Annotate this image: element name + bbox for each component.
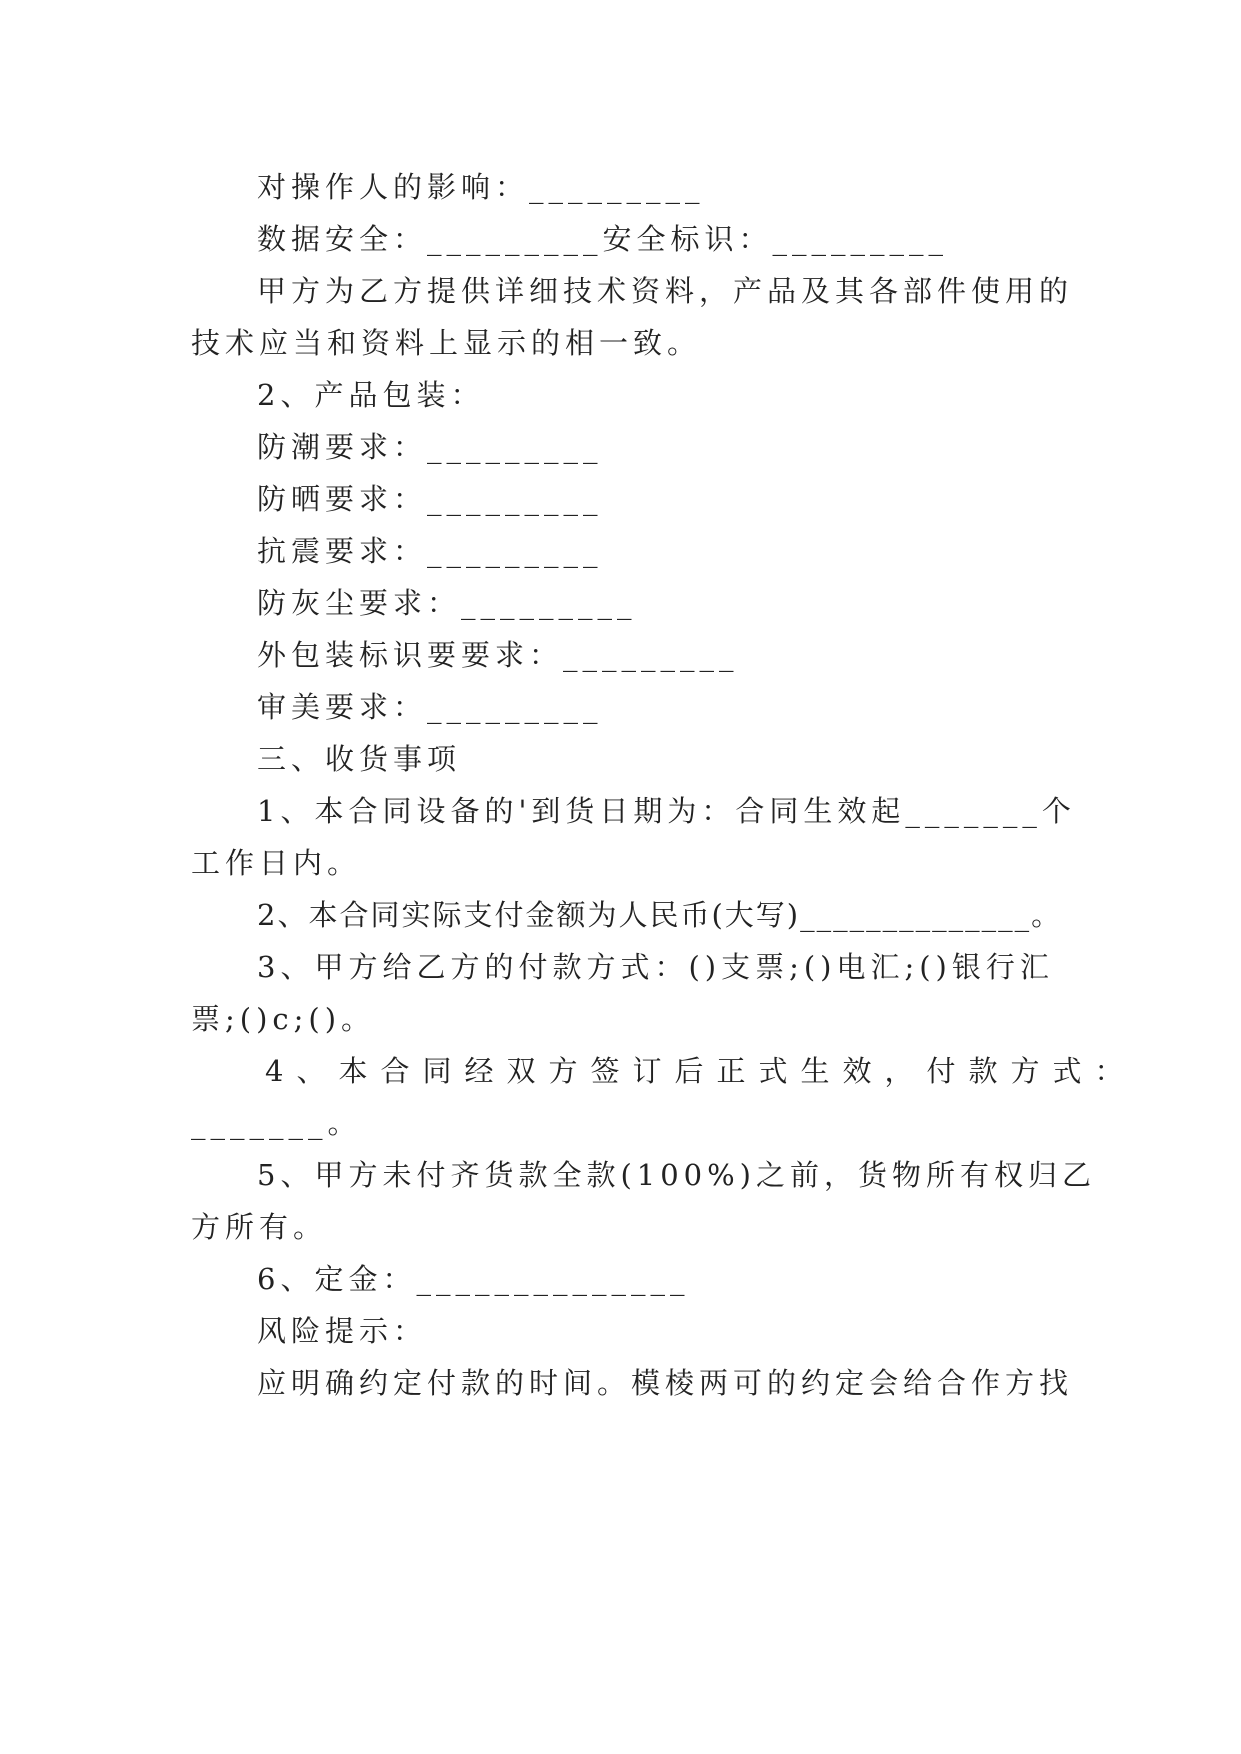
section-heading-receipt: 三、收货事项 [257, 742, 462, 776]
text-line-aesthetic: 审美要求：_________ [257, 690, 603, 724]
section-heading-packaging: 2、产品包装： [257, 378, 485, 412]
text-line-payment-method-cont: 票;()c;()。 [191, 1002, 376, 1036]
text-line-data-security: 数据安全：_________安全标识：_________ [257, 222, 949, 256]
text-line-moisture: 防潮要求：_________ [257, 430, 603, 464]
text-line-outer-label: 外包装标识要要求：_________ [257, 638, 739, 672]
text-line-risk-body: 应明确约定付款的时间。模棱两可的约定会给合作方找 [257, 1366, 1074, 1400]
text-line-technical-docs: 甲方为乙方提供详细技术资料，产品及其各部件使用的 [257, 274, 1074, 308]
text-line-delivery-date-cont: 工作日内。 [191, 846, 362, 880]
text-line-payment-amount: 2、本合同实际支付金额为人民币(大写)______________。 [257, 898, 1063, 932]
text-line-ownership: 5、甲方未付齐货款全款(100%)之前，货物所有权归乙 [257, 1158, 1096, 1192]
text-line-effective: 4、本合同经双方签订后正式生效，付款方式： [265, 1054, 1137, 1088]
text-line-ownership-cont: 方所有。 [191, 1210, 328, 1244]
text-line-technical-docs-cont: 技术应当和资料上显示的相一致。 [191, 326, 702, 360]
text-line-deposit: 6、定金：______________ [257, 1262, 690, 1296]
text-line-payment-method: 3、甲方给乙方的付款方式：()支票;()电汇;()银行汇 [257, 950, 1054, 984]
text-line-operator-impact: 对操作人的影响：_________ [257, 170, 705, 204]
text-line-effective-cont: _______。 [191, 1106, 362, 1140]
text-line-delivery-date: 1、本合同设备的'到货日期为：合同生效起_______个 [257, 794, 1076, 828]
text-line-risk-heading: 风险提示： [257, 1314, 428, 1348]
text-line-dust: 防灰尘要求：_________ [257, 586, 637, 620]
text-line-sun: 防晒要求：_________ [257, 482, 603, 516]
text-line-shock: 抗震要求：_________ [257, 534, 603, 568]
